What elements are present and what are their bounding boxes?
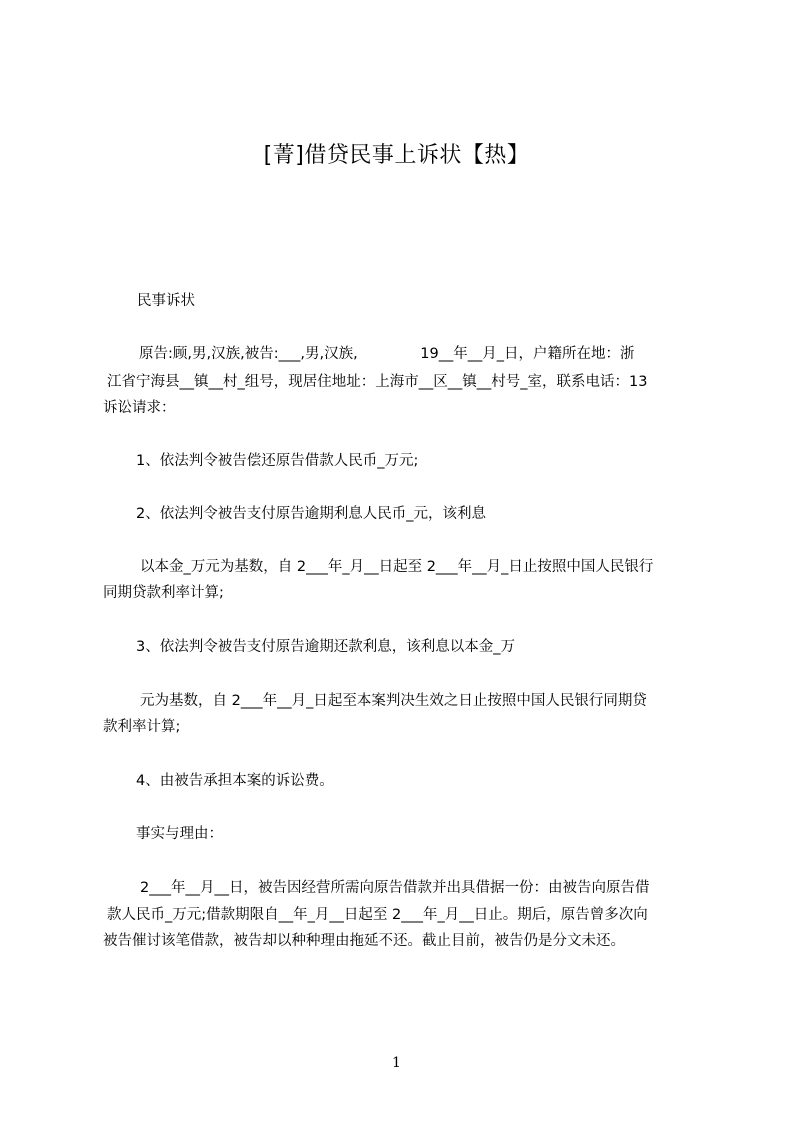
plaintiff-info-line-2: 江省宁海县__镇__村_组号，现居住地址：上海市__区__镇__村号_室，联系电话：13 [107, 374, 648, 390]
page-number: 1 [392, 1055, 401, 1071]
document-title: [菁]借贷民事上诉状【热】 [263, 143, 530, 168]
claim-3: 3、依法判令被告支付原告逾期还款利息，该利息以本金_万 [136, 639, 515, 655]
claim-3-continued-line-1: 元为基数，自 2___年__月_日起至本案判决生效之日止按照中国人民银行同期贷 [140, 693, 647, 709]
claim-1: 1、依法判令被告偿还原告借款人民币_万元; [136, 453, 419, 469]
section-heading: 民事诉状 [137, 293, 195, 309]
facts-line-2: 款人民币_万元;借款期限自__年_月__日起至 2___年_月__日止。期后，原告曾多次向 [107, 907, 648, 923]
plaintiff-info-line-1: 原告:顾,男,汉族,被告:___,男,汉族, 19__年__月_日，户籍所在地：浙 [139, 346, 635, 362]
claim-3-continued-line-2: 款利率计算; [103, 719, 181, 735]
claim-4: 4、由被告承担本案的诉讼费。 [136, 773, 334, 789]
claim-2-continued-line-2: 同期贷款利率计算; [103, 585, 224, 601]
claims-heading: 诉讼请求： [103, 400, 176, 416]
facts-heading: 事实与理由： [136, 826, 223, 842]
facts-line-3: 被告催讨该笔借款，被告却以种种理由拖延不还。截止目前，被告仍是分文未还。 [103, 933, 625, 949]
facts-line-1: 2___年__月__日，被告因经营所需向原告借款并出具借据一份：由被告向原告借 [140, 880, 650, 896]
claim-2-continued-line-1: 以本金_万元为基数，自 2___年_月__日起至 2___年__月_日止按照中国人民银行 [140, 559, 654, 575]
claim-2: 2、依法判令被告支付原告逾期利息人民币_元，该利息 [136, 506, 486, 522]
